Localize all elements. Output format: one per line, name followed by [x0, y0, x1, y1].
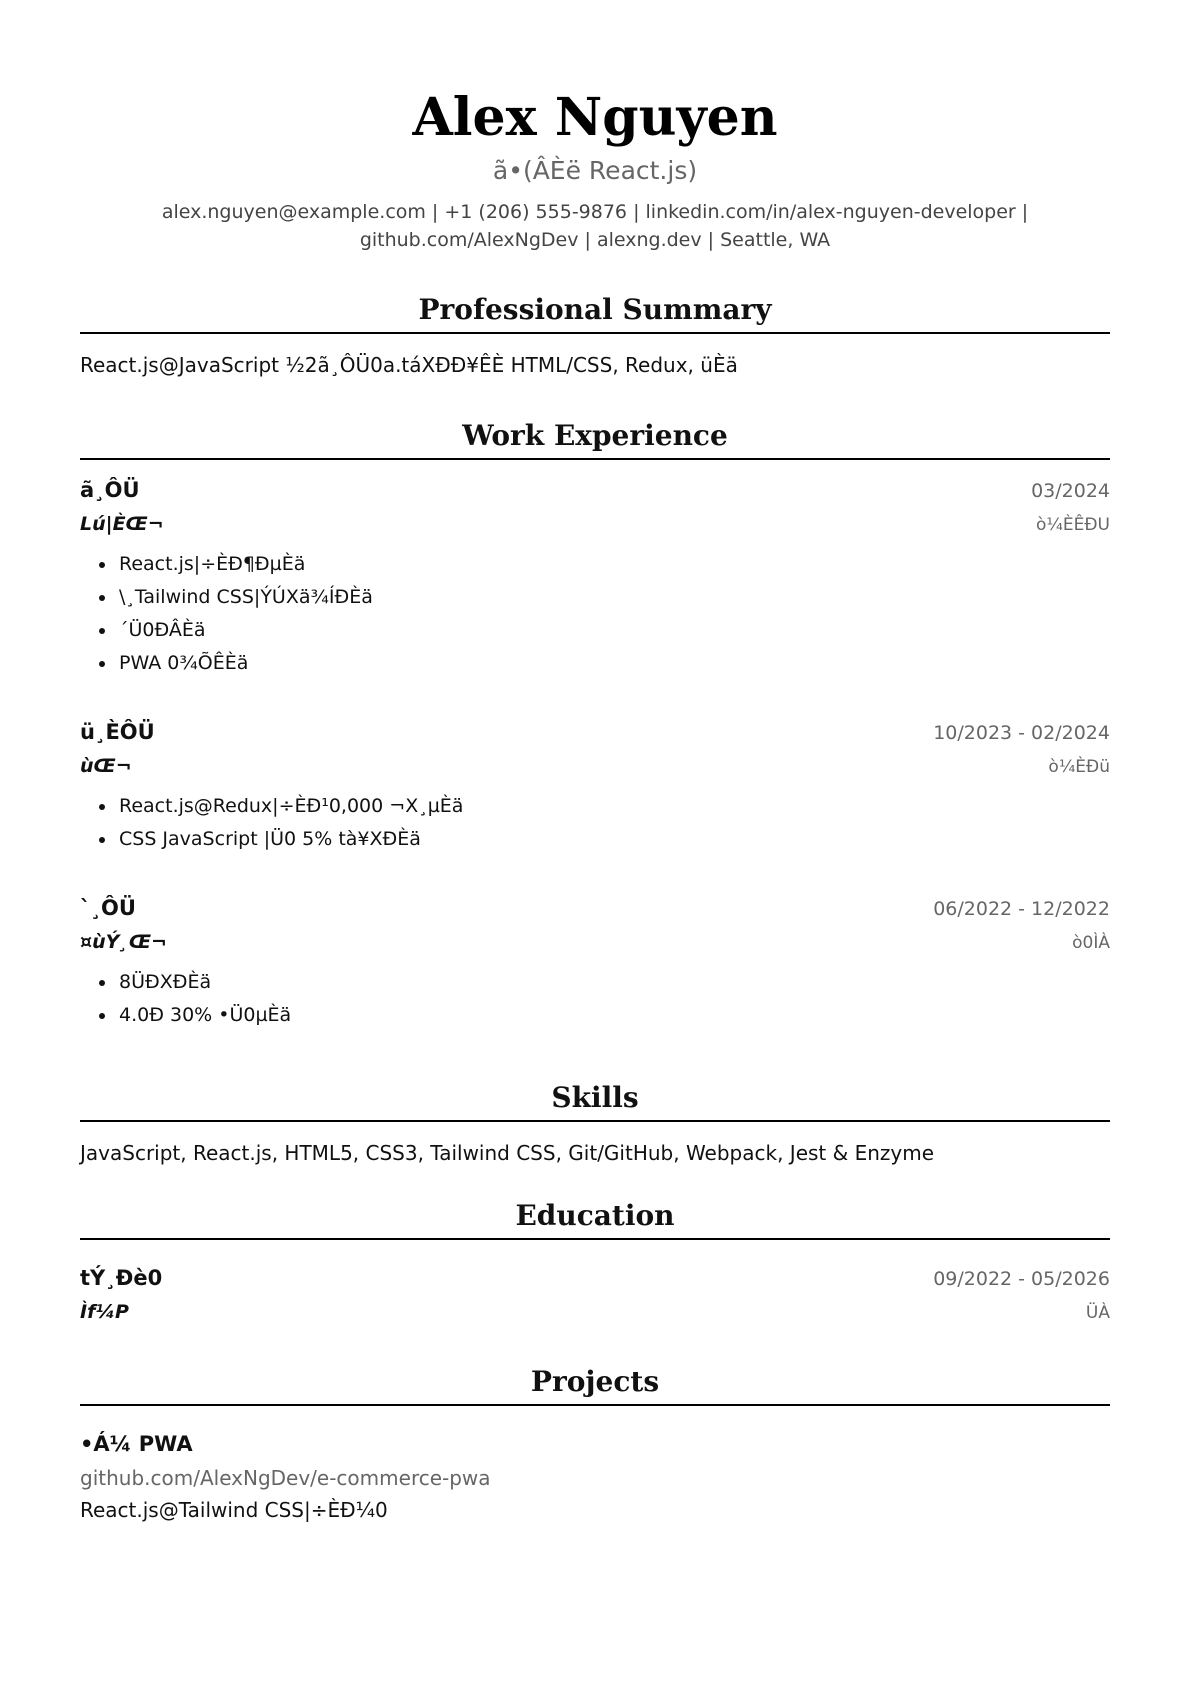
experience-entry [80, 474, 1110, 680]
summary-section [80, 292, 1110, 380]
project-description: React.js@Tailwind CSS|÷ÈÐ¼0 [80, 1498, 388, 1522]
job-date: 06/2022 - 12/2022 [933, 898, 1110, 920]
job-title: ü¸ÈÔÜ [80, 720, 155, 744]
experience-list [80, 474, 1110, 1032]
job-bullets [80, 548, 1110, 680]
job-bullets [80, 966, 1110, 1032]
school-name: tÝ¸Ðè0 [80, 1266, 163, 1290]
summary-heading: Professional Summary [80, 292, 1110, 334]
candidate-name: Alex Nguyen [412, 87, 778, 148]
project-title: •Á¼ PWA [80, 1432, 193, 1456]
job-title: ã¸ÔÜ [80, 478, 140, 502]
contact-line-1: alex.nguyen@example.com | +1 (206) 555-9876 | linkedin.com/in/alex-nguyen-developer | [161, 201, 1029, 223]
job-bullet: • CSS JavaScript |Ü0 5% tà¥XÐÈä [117, 823, 1110, 856]
skills-heading: Skills [80, 1080, 1110, 1122]
job-location: ò¼ÈÊÐU [1036, 515, 1110, 535]
summary-text: React.js@JavaScript ½2ã¸ÔÜ0a.táXÐÐ¥ÊÈ HTML/CSS, Redux, üÈä [80, 353, 738, 377]
education-heading: Education [80, 1198, 1110, 1240]
projects-section [80, 1364, 1110, 1526]
candidate-subtitle: ã•(ÂÈë React.js) [492, 156, 698, 185]
job-location: ò¼ÈÐü [1048, 757, 1110, 777]
education-section [80, 1198, 1110, 1330]
company-name: ùŒ¬ [80, 755, 132, 777]
contact-line-2: github.com/AlexNgDev | alexng.dev | Seattle, WA [359, 229, 831, 251]
job-bullet: • 4.0Ð 30% •Ü0µÈä [117, 999, 1110, 1032]
company-name: Lú|ÈŒ¬ [80, 513, 164, 535]
job-title: `¸ÔÜ [80, 896, 136, 920]
job-bullet: • React.js|÷ÈÐ¶ÐµÈä [117, 548, 1110, 581]
job-bullet: • 8ÜÐXÐÈä [117, 966, 1110, 999]
job-location: ò0ÌÀ [1072, 933, 1110, 953]
job-date: 03/2024 [1031, 480, 1110, 502]
project-link[interactable]: github.com/AlexNgDev/e-commerce-pwa [80, 1466, 491, 1490]
job-bullets [80, 790, 1110, 856]
job-bullet: • ´Ü0ÐÂÈä [117, 614, 1110, 647]
skills-section [80, 1080, 1110, 1168]
contact-info [80, 198, 1110, 254]
education-date: 09/2022 - 05/2026 [933, 1268, 1110, 1290]
projects-heading: Projects [80, 1364, 1110, 1406]
experience-entry [80, 892, 1110, 1032]
job-bullet: • PWA 0¾ÕÊÈä [117, 647, 1110, 680]
job-bullet: • \¸Tailwind CSS|ÝÚXä¾ÍÐÈä [117, 581, 1110, 614]
degree-name: Ìf¼P [80, 1301, 129, 1323]
skills-text: JavaScript, React.js, HTML5, CSS3, Tailwind CSS, Git/GitHub, Webpack, Jest & Enzyme [80, 1141, 935, 1165]
job-date: 10/2023 - 02/2024 [933, 722, 1110, 744]
company-name: ¤ùÝ¸Œ¬ [80, 931, 167, 953]
experience-heading: Work Experience [80, 418, 1110, 460]
education-entry [80, 1262, 1110, 1330]
experience-section [80, 418, 1110, 1032]
job-bullet: • React.js@Redux|÷ÈÐ¹0,000 ¬X¸µÈä [117, 790, 1110, 823]
experience-entry [80, 716, 1110, 856]
resume-header [80, 0, 1110, 254]
education-location: ÜÀ [1085, 1303, 1110, 1323]
project-entry [80, 1428, 1110, 1526]
